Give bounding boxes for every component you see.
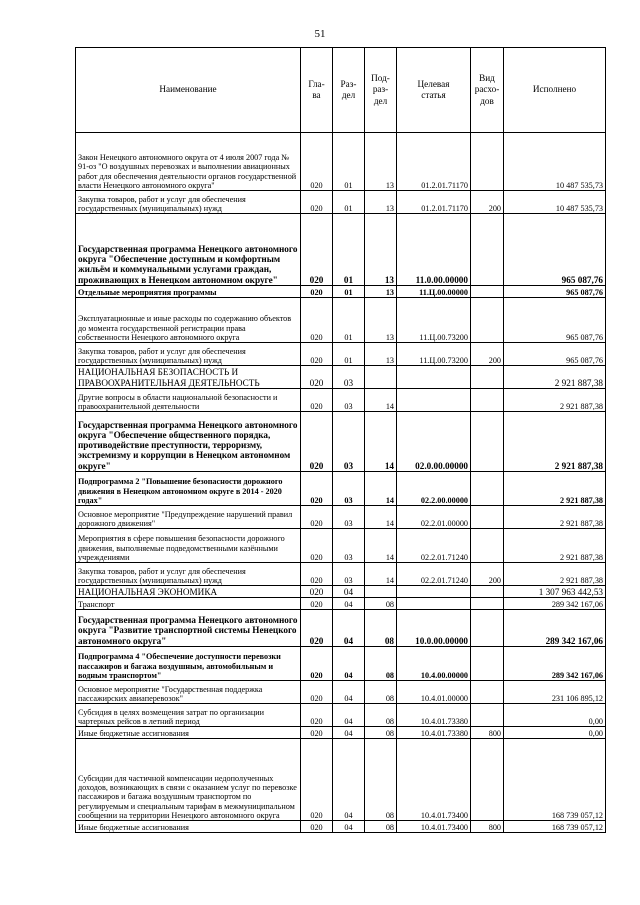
cell-subsection: 08: [365, 821, 397, 833]
cell-name: Другие вопросы в области национальной безопасности и правоохранительной деятельности: [76, 389, 301, 412]
cell-chapter: 020: [301, 529, 333, 563]
cell-section: 04: [333, 586, 365, 598]
table-row: [76, 133, 606, 191]
cell-subsection: [365, 586, 397, 598]
cell-executed: 2 921 887,38: [504, 506, 606, 529]
cell-chapter: 020: [301, 366, 333, 389]
cell-executed: 168 739 057,12: [504, 739, 606, 821]
cell-target: 01.2.01.71170: [397, 133, 471, 191]
cell-expense-type: [471, 389, 504, 412]
cell-section: 04: [333, 727, 365, 739]
cell-target: 11.Ц.00.73200: [397, 298, 471, 343]
cell-target: [397, 586, 471, 598]
cell-executed: 10 487 535,73: [504, 133, 606, 191]
header-expense-type: Вид расхо- дов: [471, 48, 504, 133]
cell-subsection: 08: [365, 681, 397, 704]
table-row: [76, 366, 606, 389]
cell-chapter: 020: [301, 286, 333, 298]
cell-expense-type: 200: [471, 191, 504, 214]
cell-name: НАЦИОНАЛЬНАЯ ЭКОНОМИКА: [76, 586, 301, 598]
cell-section: 01: [333, 191, 365, 214]
table-row: [76, 610, 606, 647]
cell-subsection: [365, 366, 397, 389]
cell-target: 10.4.01.00000: [397, 681, 471, 704]
cell-name: Субсидия в целях возмещения затрат по организации чартерных рейсов в летний период: [76, 704, 301, 727]
cell-chapter: 020: [301, 389, 333, 412]
page-number: 51: [314, 28, 326, 40]
cell-chapter: 020: [301, 343, 333, 366]
table-row: [76, 563, 606, 586]
cell-executed: 965 087,76: [504, 298, 606, 343]
cell-target: 11.Ц.00.73200: [397, 343, 471, 366]
cell-target: 10.4.00.00000: [397, 647, 471, 681]
cell-section: 04: [333, 739, 365, 821]
header-name: Наименование: [76, 48, 301, 133]
cell-subsection: 08: [365, 739, 397, 821]
cell-section: 04: [333, 681, 365, 704]
cell-expense-type: [471, 598, 504, 610]
cell-expense-type: [471, 704, 504, 727]
cell-subsection: 08: [365, 704, 397, 727]
cell-expense-type: [471, 133, 504, 191]
cell-executed: 168 739 057,12: [504, 821, 606, 833]
cell-section: 03: [333, 529, 365, 563]
cell-executed: 289 342 167,06: [504, 647, 606, 681]
cell-subsection: 13: [365, 214, 397, 286]
cell-chapter: 020: [301, 412, 333, 472]
cell-subsection: 14: [365, 529, 397, 563]
cell-chapter: 020: [301, 598, 333, 610]
cell-target: 11.Ц.00.00000: [397, 286, 471, 298]
cell-name: Закупка товаров, работ и услуг для обеспечения государственных (муниципальных) нужд: [76, 191, 301, 214]
cell-subsection: 13: [365, 298, 397, 343]
cell-section: 01: [333, 298, 365, 343]
cell-chapter: 020: [301, 739, 333, 821]
cell-section: 04: [333, 598, 365, 610]
cell-target: 02.2.01.71240: [397, 563, 471, 586]
cell-section: 03: [333, 389, 365, 412]
cell-subsection: 14: [365, 389, 397, 412]
table-row: [76, 286, 606, 298]
cell-executed: 965 087,76: [504, 343, 606, 366]
cell-executed: 289 342 167,06: [504, 610, 606, 647]
cell-executed: 2 921 887,38: [504, 389, 606, 412]
cell-chapter: 020: [301, 647, 333, 681]
cell-name: НАЦИОНАЛЬНАЯ БЕЗОПАСНОСТЬ И ПРАВООХРАНИТЕЛЬНАЯ ДЕЯТЕЛЬНОСТЬ: [76, 366, 301, 389]
cell-section: 04: [333, 647, 365, 681]
cell-subsection: 08: [365, 598, 397, 610]
cell-name: Отдельные мероприятия программы: [76, 286, 301, 298]
cell-expense-type: [471, 610, 504, 647]
cell-executed: 10 487 535,73: [504, 191, 606, 214]
cell-name: Закупка товаров, работ и услуг для обеспечения государственных (муниципальных) нужд: [76, 343, 301, 366]
cell-name: Подпрограмма 2 "Повышение безопасности дорожного движения в Ненецком автономном округе в 2014 - 2020 годах": [76, 472, 301, 506]
cell-name: Транспорт: [76, 598, 301, 610]
cell-executed: 0,00: [504, 727, 606, 739]
cell-target: 10.4.01.73380: [397, 704, 471, 727]
cell-name: Закон Ненецкого автономного округа от 4 июля 2007 года № 91-оз "О воздушных перевозках и выполнении авиационных работ для обеспечения деятельности органов государственной власти Ненецкого автономного округа": [76, 133, 301, 191]
cell-subsection: 13: [365, 343, 397, 366]
header-chapter: Гла- ва: [301, 48, 333, 133]
cell-chapter: 020: [301, 133, 333, 191]
cell-executed: 2 921 887,38: [504, 472, 606, 506]
cell-expense-type: [471, 681, 504, 704]
cell-name: Государственная программа Ненецкого автономного округа "Обеспечение общественного порядка, противодействие преступности, терроризму, экстремизму и коррупции в Ненецком автономном округе": [76, 412, 301, 472]
cell-section: 03: [333, 412, 365, 472]
cell-target: [397, 598, 471, 610]
cell-section: 01: [333, 133, 365, 191]
cell-chapter: 020: [301, 727, 333, 739]
cell-expense-type: [471, 286, 504, 298]
cell-name: Иные бюджетные ассигнования: [76, 727, 301, 739]
cell-expense-type: [471, 506, 504, 529]
cell-name: Государственная программа Ненецкого автономного округа "Обеспечение доступным и комфортным жильём и коммунальными услугами граждан, проживающих в Ненецком автономном округе": [76, 214, 301, 286]
header-executed: Исполнено: [504, 48, 606, 133]
cell-subsection: 13: [365, 133, 397, 191]
table-row: [76, 704, 606, 727]
cell-executed: 2 921 887,38: [504, 412, 606, 472]
budget-table: [75, 47, 606, 833]
table-row: [76, 681, 606, 704]
cell-target: 10.4.01.73380: [397, 727, 471, 739]
cell-executed: 1 307 963 442,53: [504, 586, 606, 598]
table-row: [76, 739, 606, 821]
cell-name: Субсидии для частичной компенсации недополученных доходов, возникающих в связи с оказанием услуг по перевозке пассажиров и багажа воздушным транспортом по регулируемым и специальным тарифам в межмуниципальном сообщении на территории Ненецкого автономного округа: [76, 739, 301, 821]
cell-subsection: 13: [365, 286, 397, 298]
cell-target: [397, 389, 471, 412]
cell-chapter: 020: [301, 214, 333, 286]
table-row: [76, 586, 606, 598]
cell-expense-type: 800: [471, 727, 504, 739]
table-row: [76, 472, 606, 506]
cell-executed: 2 921 887,38: [504, 563, 606, 586]
cell-subsection: 14: [365, 472, 397, 506]
cell-expense-type: [471, 586, 504, 598]
cell-chapter: 020: [301, 704, 333, 727]
table-row: [76, 821, 606, 833]
cell-chapter: 020: [301, 298, 333, 343]
cell-chapter: 020: [301, 586, 333, 598]
cell-section: 03: [333, 563, 365, 586]
table-row: [76, 598, 606, 610]
header-section: Раз- дел: [333, 48, 365, 133]
cell-expense-type: 200: [471, 563, 504, 586]
cell-chapter: 020: [301, 681, 333, 704]
cell-expense-type: [471, 366, 504, 389]
cell-expense-type: [471, 412, 504, 472]
cell-executed: 965 087,76: [504, 214, 606, 286]
cell-subsection: 08: [365, 647, 397, 681]
cell-subsection: 14: [365, 412, 397, 472]
cell-chapter: 020: [301, 821, 333, 833]
cell-expense-type: [471, 529, 504, 563]
cell-target: 01.2.01.71170: [397, 191, 471, 214]
cell-section: 03: [333, 472, 365, 506]
cell-section: 03: [333, 506, 365, 529]
header-target: Целевая статья: [397, 48, 471, 133]
cell-target: 02.2.00.00000: [397, 472, 471, 506]
cell-subsection: 08: [365, 610, 397, 647]
cell-section: 03: [333, 366, 365, 389]
cell-name: Иные бюджетные ассигнования: [76, 821, 301, 833]
cell-target: 02.2.01.00000: [397, 506, 471, 529]
table-header-row: [76, 48, 606, 133]
table-row: [76, 647, 606, 681]
cell-target: 02.2.01.71240: [397, 529, 471, 563]
cell-section: 04: [333, 610, 365, 647]
cell-name: Государственная программа Ненецкого автономного округа "Развитие транспортной системы Ненецкого автономного округа": [76, 610, 301, 647]
cell-name: Основное мероприятие "Государственная поддержка пассажирских авиаперевозок": [76, 681, 301, 704]
cell-chapter: 020: [301, 506, 333, 529]
cell-target: 10.0.00.00000: [397, 610, 471, 647]
cell-subsection: 08: [365, 727, 397, 739]
cell-subsection: 14: [365, 563, 397, 586]
cell-chapter: 020: [301, 610, 333, 647]
cell-chapter: 020: [301, 191, 333, 214]
table-row: [76, 412, 606, 472]
cell-target: 10.4.01.73400: [397, 821, 471, 833]
cell-subsection: 14: [365, 506, 397, 529]
cell-target: 10.4.01.73400: [397, 739, 471, 821]
cell-section: 01: [333, 343, 365, 366]
cell-name: Основное мероприятие "Предупреждение нарушений правил дорожного движения": [76, 506, 301, 529]
cell-expense-type: [471, 739, 504, 821]
cell-expense-type: 800: [471, 821, 504, 833]
cell-executed: 231 106 895,12: [504, 681, 606, 704]
cell-executed: 2 921 887,38: [504, 529, 606, 563]
table-row: [76, 727, 606, 739]
cell-expense-type: [471, 647, 504, 681]
cell-expense-type: 200: [471, 343, 504, 366]
table-row: [76, 298, 606, 343]
table-row: [76, 214, 606, 286]
cell-chapter: 020: [301, 563, 333, 586]
cell-executed: 289 342 167,06: [504, 598, 606, 610]
cell-section: 01: [333, 214, 365, 286]
cell-executed: 0,00: [504, 704, 606, 727]
cell-chapter: 020: [301, 472, 333, 506]
table-row: [76, 389, 606, 412]
cell-target: 02.0.00.00000: [397, 412, 471, 472]
header-subsection: Под- раз- дел: [365, 48, 397, 133]
cell-target: 11.0.00.00000: [397, 214, 471, 286]
table-row: [76, 343, 606, 366]
cell-section: 01: [333, 286, 365, 298]
cell-executed: 965 087,76: [504, 286, 606, 298]
cell-expense-type: [471, 298, 504, 343]
cell-name: Эксплуатационные и иные расходы по содержанию объектов до момента государственной регистрации права собственности Ненецкого автономного округа: [76, 298, 301, 343]
cell-section: 04: [333, 704, 365, 727]
cell-name: Подпрограмма 4 "Обеспечение доступности перевозки пассажиров и багажа воздушным, автомобильным и водным транспортом": [76, 647, 301, 681]
table-row: [76, 191, 606, 214]
table-row: [76, 506, 606, 529]
cell-subsection: 13: [365, 191, 397, 214]
cell-executed: 2 921 887,38: [504, 366, 606, 389]
cell-target: [397, 366, 471, 389]
cell-expense-type: [471, 472, 504, 506]
cell-name: Мероприятия в сфере повышения безопасности дорожного движения, выполняемые подведомственными казёнными учреждениями: [76, 529, 301, 563]
cell-name: Закупка товаров, работ и услуг для обеспечения государственных (муниципальных) нужд: [76, 563, 301, 586]
table-row: [76, 529, 606, 563]
cell-expense-type: [471, 214, 504, 286]
cell-section: 04: [333, 821, 365, 833]
